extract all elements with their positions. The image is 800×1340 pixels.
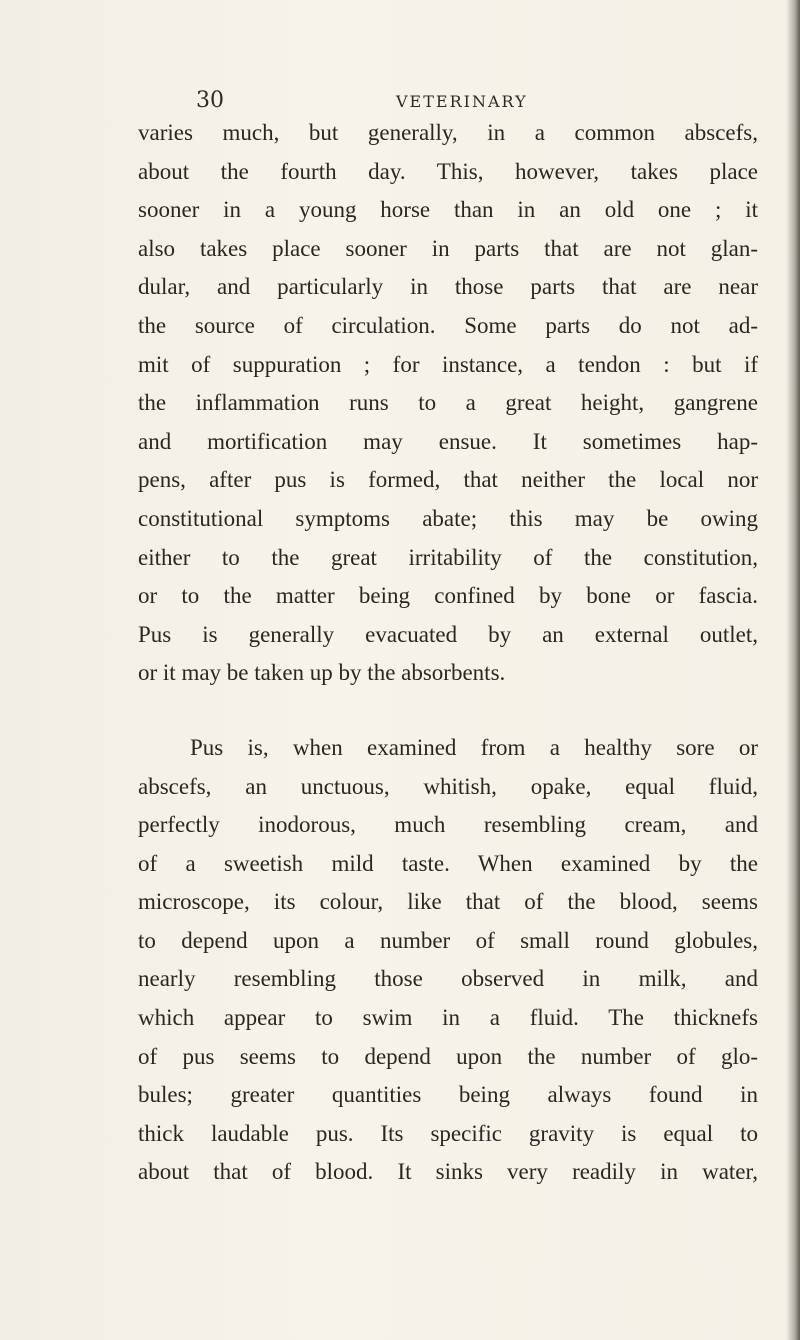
page-edge-shadow: [786, 0, 800, 1340]
text-line: about the fourth day. This, however, takes place: [138, 158, 758, 184]
page-number: 30: [196, 88, 224, 113]
text-line: bules; greater quantities being always found in: [138, 1082, 758, 1108]
paragraph-2: [138, 729, 758, 1192]
text-line: nearly resembling those observed in milk, and: [138, 966, 758, 992]
text-line: to depend upon a number of small round globules,: [138, 927, 758, 953]
text-line: Pus is generally evacuated by an external outlet,: [138, 621, 758, 647]
running-head: VETERINARY: [396, 92, 528, 111]
text-line: of pus seems to depend upon the number of glo-: [138, 1043, 758, 1069]
text-line: about that of blood. It sinks very readily in water,: [138, 1159, 758, 1185]
text-line: either to the great irritability of the constitution,: [138, 544, 758, 570]
text-line: sooner in a young horse than in an old one ; it: [138, 197, 758, 223]
paragraph-gap: [138, 693, 758, 729]
text-line: or to the matter being confined by bone or fascia.: [138, 583, 758, 609]
text-line: pens, after pus is formed, that neither the local nor: [138, 467, 758, 493]
text-line: of a sweetish mild taste. When examined by the: [138, 850, 758, 876]
text-line: Pus is, when examined from a healthy sore or: [190, 734, 758, 760]
body-text: [138, 114, 758, 1192]
text-line: also takes place sooner in parts that are not glan-: [138, 235, 758, 261]
text-line: the source of circulation. Some parts do not ad-: [138, 312, 758, 338]
text-line: or it may be taken up by the absorbents.: [138, 660, 506, 686]
text-line: varies much, but generally, in a common abscefs,: [138, 120, 758, 145]
text-line: thick laudable pus. Its specific gravity is equal to: [138, 1120, 758, 1146]
text-line: microscope, its colour, like that of the blood, seems: [138, 889, 758, 915]
text-line: and mortification may ensue. It sometimes hap-: [138, 428, 758, 454]
text-line: abscefs, an unctuous, whitish, opake, equal fluid,: [138, 773, 758, 799]
text-line: mit of suppuration ; for instance, a tendon : but if: [138, 351, 758, 377]
text-line: constitutional symptoms abate; this may be owing: [138, 505, 758, 531]
text-line: perfectly inodorous, much resembling cream, and: [138, 812, 758, 838]
text-line: dular, and particularly in those parts that are near: [138, 274, 758, 300]
paragraph-1: [138, 114, 758, 693]
text-line: the inflammation runs to a great height, gangrene: [138, 390, 758, 416]
text-line: which appear to swim in a fluid. The thicknefs: [138, 1005, 758, 1031]
